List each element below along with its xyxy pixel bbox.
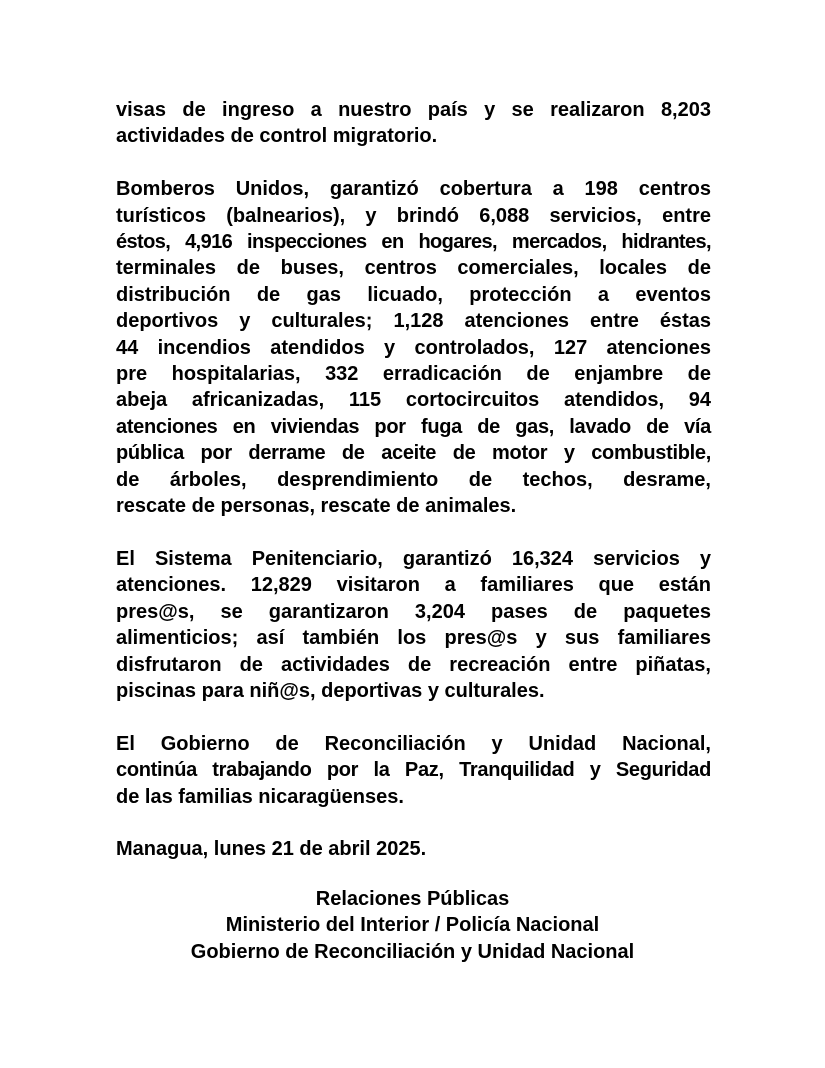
text-line: pres@s, se garantizaron 3,204 pases de paquetes [116, 600, 711, 623]
text-line: piscinas para niñ@s, deportivas y culturales. [116, 679, 545, 702]
paragraph-firefighters [116, 176, 711, 519]
text-line: actividades de control migratorio. [116, 125, 438, 148]
paragraph-spacer [116, 810, 711, 836]
document-body [116, 97, 711, 863]
text-line: atenciones. 12,829 visitaron a familiares que están [116, 574, 711, 597]
text-line: éstos, 4,916 inspecciones en hogares, mercados, hidrantes, [116, 231, 711, 254]
paragraph-spacer [116, 150, 711, 176]
signature-government: Gobierno de Reconciliación y Unidad Nacional [190, 940, 635, 963]
text-line: El Gobierno de Reconciliación y Unidad Nacional, [116, 732, 711, 755]
text-line: pre hospitalarias, 332 erradicación de enjambre de [116, 363, 711, 386]
text-line: pública por derrame de aceite de motor y combustible, [116, 442, 711, 465]
text-line: visas de ingreso a nuestro país y se realizaron 8,203 [116, 99, 711, 121]
paragraph-migration [116, 97, 711, 150]
signature-ministry: Ministerio del Interior / Policía Nacional [225, 914, 600, 937]
text-line: turísticos (balnearios), y brindó 6,088 servicios, entre [116, 204, 711, 227]
text-line: deportivos y culturales; 1,128 atenciones entre éstas [116, 310, 711, 333]
text-line: El Sistema Penitenciario, garantizó 16,324 servicios y [116, 547, 711, 570]
text-line: de árboles, desprendimiento de techos, desrame, [116, 468, 711, 491]
text-line: disfrutaron de actividades de recreación entre piñatas, [116, 653, 711, 676]
signature-department: Relaciones Públicas [315, 888, 510, 910]
text-line: continúa trabajando por la Paz, Tranquilidad y Seguridad [116, 759, 711, 782]
paragraph-spacer [116, 519, 711, 545]
text-line: alimenticios; así también los pres@s y sus familiares [116, 627, 711, 650]
text-line: terminales de buses, centros comerciales, locales de [116, 257, 711, 280]
signature-block [0, 886, 825, 965]
text-line: de las familias nicaragüenses. [116, 785, 404, 808]
paragraph-penitentiary [116, 546, 711, 704]
paragraph-spacer [116, 704, 711, 730]
date-line: Managua, lunes 21 de abril 2025. [116, 838, 427, 861]
paragraph-government [116, 731, 711, 810]
text-line: 44 incendios atendidos y controlados, 127 atenciones [116, 336, 711, 359]
text-line: abeja africanizadas, 115 cortocircuitos atendidos, 94 [116, 389, 711, 412]
text-line: atenciones en viviendas por fuga de gas, lavado de vía [116, 415, 711, 438]
text-line: distribución de gas licuado, protección a eventos [116, 283, 711, 306]
text-line: Bomberos Unidos, garantizó cobertura a 198 centros [116, 178, 711, 201]
text-line: rescate de personas, rescate de animales. [116, 495, 517, 518]
